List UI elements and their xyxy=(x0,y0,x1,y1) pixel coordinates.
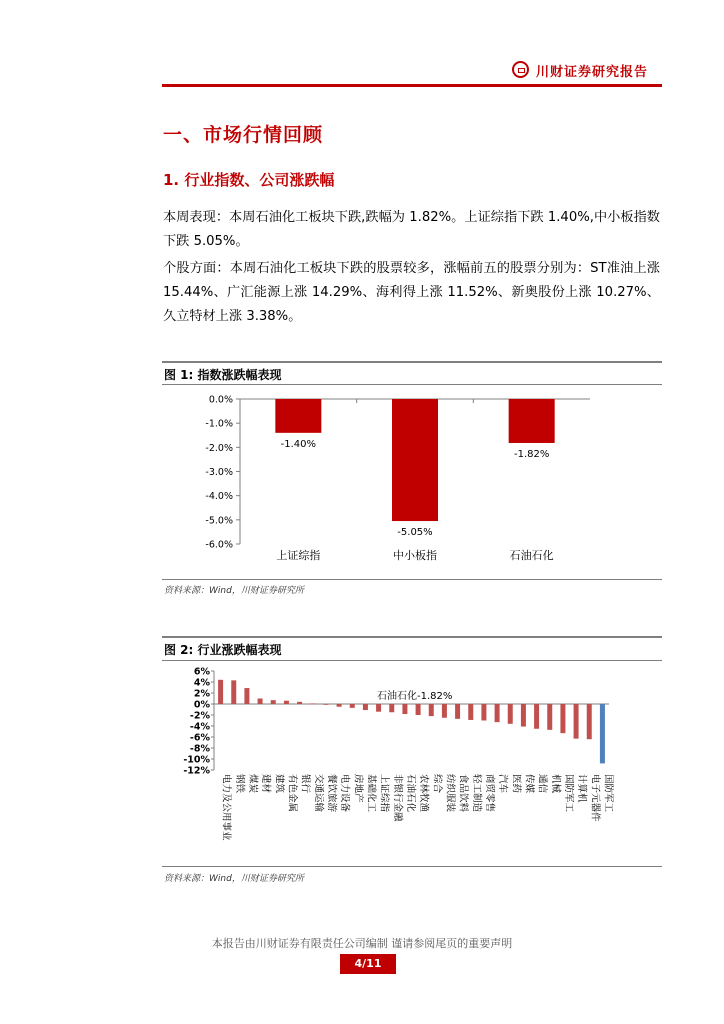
bar-7 xyxy=(297,702,302,704)
x-tick-label: 综合 xyxy=(431,774,443,794)
subsection-title: 1. 行业指数、公司涨跌幅 xyxy=(163,171,335,189)
x-tick-label: 计算机 xyxy=(576,774,588,803)
x-tick-label: 汽车 xyxy=(497,774,509,794)
bar-21 xyxy=(481,704,486,721)
bar-13 xyxy=(376,704,381,712)
industry-change-chart xyxy=(162,662,662,864)
x-tick-label: 房地产 xyxy=(352,774,364,803)
y-tick-label: -1.0% xyxy=(205,418,233,430)
bar-4 xyxy=(258,699,263,705)
bar-3 xyxy=(509,399,555,443)
x-tick-label: 商贸零售 xyxy=(483,774,495,813)
figure1-source: 资料来源：Wind，川财证券研究所 xyxy=(164,586,304,596)
y-tick-label: 0.0% xyxy=(208,394,233,406)
data-label: -1.82% xyxy=(513,448,550,460)
x-tick-label: 有色金属 xyxy=(286,774,298,813)
figure2-top-rule xyxy=(162,636,662,638)
bar-17 xyxy=(429,704,434,716)
y-tick-label: 4% xyxy=(193,677,210,689)
data-label: -1.40% xyxy=(280,438,317,450)
bar-15 xyxy=(402,704,407,714)
bar-16 xyxy=(416,704,421,715)
bar-27 xyxy=(560,704,565,733)
figure1-bottom-rule xyxy=(162,579,662,580)
bar-14 xyxy=(389,704,394,712)
x-tick-label: 电力及公用事业 xyxy=(220,774,232,841)
page-number-badge xyxy=(340,954,396,974)
page-number: 4/11 xyxy=(354,957,382,970)
x-tick-label: 国防军工 xyxy=(602,774,614,813)
index-change-chart xyxy=(162,386,662,578)
x-tick-label: 石油石化 xyxy=(509,549,554,562)
section-title: 一、市场行情回顾 xyxy=(163,124,324,146)
x-tick-label: 基础化工 xyxy=(365,774,377,813)
y-tick-label: 0% xyxy=(193,699,210,711)
x-tick-label: 交通运输 xyxy=(312,774,324,813)
y-tick-label: -4% xyxy=(189,721,210,733)
data-label: -5.05% xyxy=(397,527,433,539)
bar-25 xyxy=(534,704,539,729)
x-tick-label: 餐饮旅游 xyxy=(325,774,337,813)
x-tick-label: 机械 xyxy=(549,774,561,794)
y-tick-label: -5.0% xyxy=(205,515,233,527)
figure2-title: 图 2: 行业涨跌幅表现 xyxy=(164,643,282,657)
x-tick-label: 食品饮料 xyxy=(457,774,469,813)
x-tick-label: 纺织服装 xyxy=(444,774,456,813)
bar-28 xyxy=(574,704,579,739)
bar-10 xyxy=(337,704,342,707)
x-tick-label: 钢铁 xyxy=(233,774,245,794)
x-tick-label: 通信 xyxy=(536,774,548,794)
x-tick-label: 电子元器件 xyxy=(589,774,601,822)
figure1-title: 图 1: 指数涨跌幅表现 xyxy=(164,368,282,382)
header-divider xyxy=(162,84,662,87)
x-tick-label: 中小板指 xyxy=(393,549,437,562)
x-tick-label: 建筑 xyxy=(273,774,285,794)
bar-1 xyxy=(275,399,321,433)
header-brand xyxy=(512,61,662,81)
y-tick-label: -10% xyxy=(183,754,210,766)
bar-8 xyxy=(310,703,315,704)
y-tick-label: -8% xyxy=(189,743,210,755)
bar-23 xyxy=(508,704,513,724)
bar-1 xyxy=(218,680,223,704)
y-tick-label: -6.0% xyxy=(205,539,233,551)
bar-26 xyxy=(547,704,552,730)
x-tick-label: 电力设备 xyxy=(339,774,351,813)
bar-20 xyxy=(468,704,473,720)
bar-3 xyxy=(244,688,249,704)
y-tick-label: -6% xyxy=(189,732,210,744)
bar-2 xyxy=(392,399,438,521)
x-tick-label: 石油石化 xyxy=(404,774,416,813)
bar-24 xyxy=(521,704,526,727)
x-tick-label: 医药 xyxy=(510,774,522,794)
figure1-top-rule xyxy=(162,361,662,363)
y-tick-label: 2% xyxy=(193,688,210,700)
x-tick-label: 建材 xyxy=(260,774,272,794)
x-tick-label: 非银行金融 xyxy=(391,774,403,822)
bar-12 xyxy=(363,704,368,710)
x-tick-label: 轻工制造 xyxy=(470,774,482,813)
bar-30 xyxy=(600,704,605,763)
y-tick-label: 6% xyxy=(193,666,210,678)
x-tick-label: 上证综指 xyxy=(276,549,321,562)
figure2-bottom-rule xyxy=(162,866,662,867)
x-tick-label: 银行 xyxy=(299,774,311,794)
x-tick-label: 农林牧渔 xyxy=(418,774,430,813)
figure2-title-rule xyxy=(162,660,662,661)
bar-29 xyxy=(587,704,592,739)
bar-18 xyxy=(442,704,447,718)
y-tick-label: -12% xyxy=(183,765,210,777)
stock-performance-paragraph: 个股方面：本周石油化工板块下跌的股票较多，涨幅前五的股票分别为：ST准油上涨 15.44%、广汇能源上涨 14.29%、海利得上涨 11.52%、新奥股份上涨 10.27%、久立特材上涨 3.38%。 xyxy=(163,261,660,324)
y-tick-label: -2% xyxy=(189,710,210,722)
bar-5 xyxy=(271,700,276,704)
x-tick-label: 上证综指 xyxy=(378,774,390,813)
y-tick-label: -3.0% xyxy=(205,467,233,478)
bar-22 xyxy=(495,704,500,722)
x-tick-label: 煤炭 xyxy=(246,774,258,794)
bar-11 xyxy=(350,704,355,708)
brand-logo-icon xyxy=(512,61,529,78)
figure1-title-rule xyxy=(162,384,662,385)
bar-19 xyxy=(455,704,460,719)
y-tick-label: -4.0% xyxy=(205,491,233,503)
x-tick-label: 传媒 xyxy=(523,774,535,794)
bar-9 xyxy=(323,704,328,705)
weekly-performance-paragraph: 本周表现：本周石油化工板块下跌,跌幅为 1.82%。上证综指下跌 1.40%,中小板指数下跌 5.05%。 xyxy=(163,210,660,249)
bar-6 xyxy=(284,701,289,704)
x-tick-label: 国防军工 xyxy=(562,774,574,813)
chart-annotation: 石油石化-1.82% xyxy=(377,691,453,702)
brand-name: 川财证券研究报告 xyxy=(536,65,649,80)
footer-disclaimer: 本报告由川财证券有限责任公司编制 谨请参阅尾页的重要声明 xyxy=(211,937,513,950)
bar-2 xyxy=(231,680,236,704)
figure2-source: 资料来源：Wind，川财证券研究所 xyxy=(164,874,304,884)
y-tick-label: -2.0% xyxy=(205,442,233,454)
